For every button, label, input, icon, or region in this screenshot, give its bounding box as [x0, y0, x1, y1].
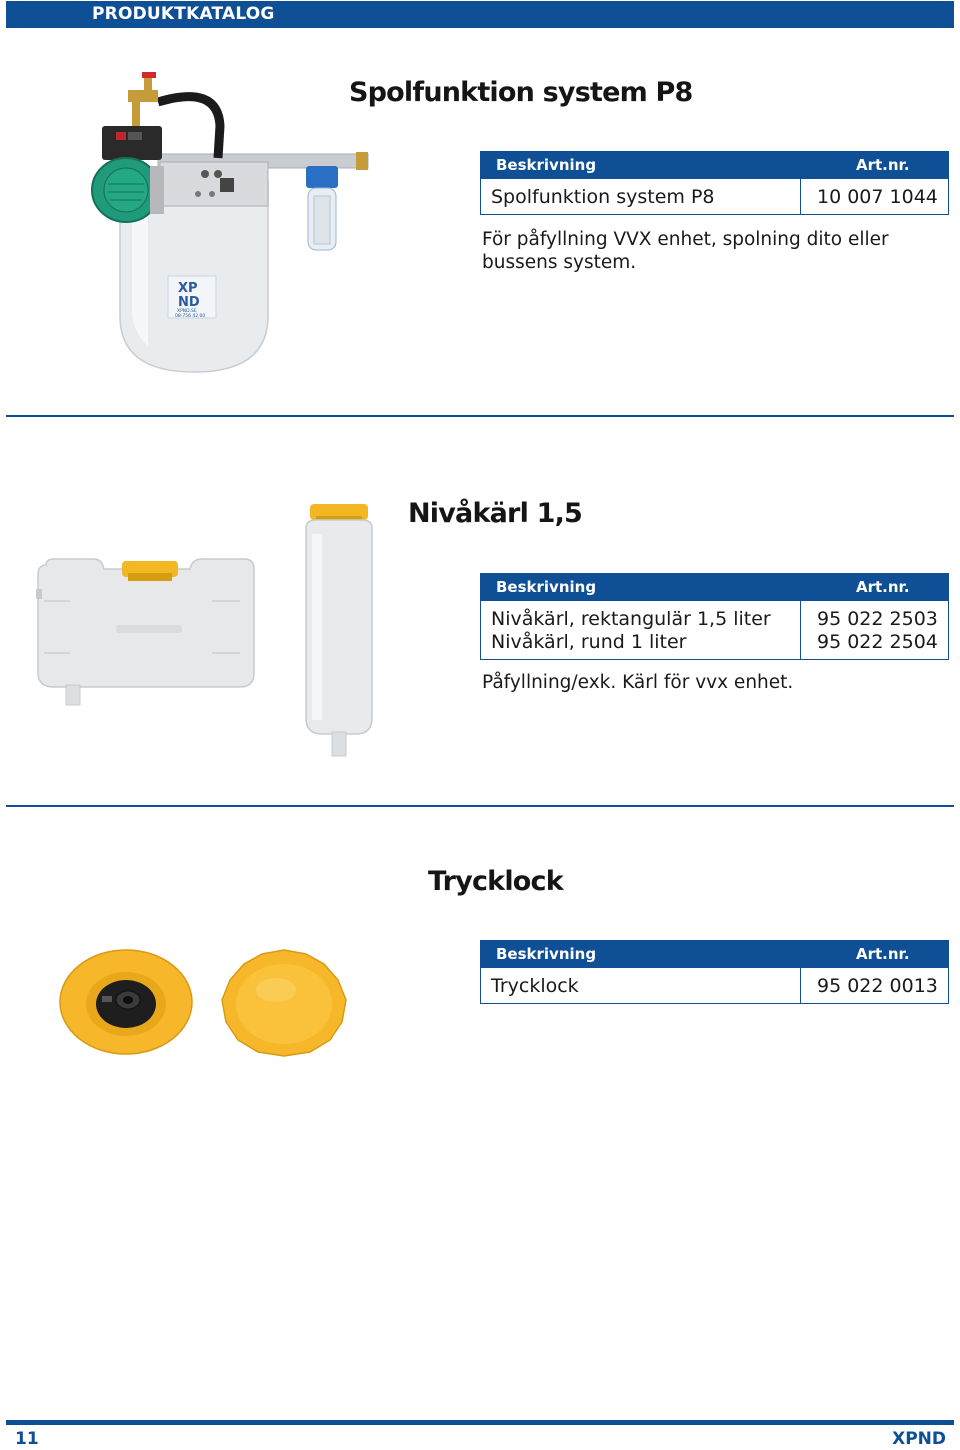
row-artnr: 95 022 2504 — [817, 631, 938, 653]
table-body — [480, 179, 949, 215]
section-divider — [6, 415, 954, 417]
table-row — [481, 631, 948, 654]
note-line: För påfyllning VVX enhet, spolning dito eller — [482, 229, 889, 250]
round-tank-image — [300, 498, 380, 760]
row-description: Trycklock — [491, 975, 579, 997]
table-header — [480, 573, 949, 601]
table-header — [480, 940, 949, 968]
row-artnr: 95 022 0013 — [817, 975, 938, 997]
table-row — [481, 186, 948, 209]
trycklock-table — [480, 940, 949, 1004]
row-description: Nivåkärl, rund 1 liter — [491, 631, 687, 653]
note-line: bussens system. — [482, 252, 637, 273]
header-bar — [6, 1, 954, 28]
column-header-artnr: Art.nr. — [856, 578, 910, 596]
section-divider — [6, 805, 954, 807]
spolfunktion-product-image — [88, 66, 378, 378]
table-header — [480, 151, 949, 179]
section-title-trycklock: Trycklock — [428, 866, 563, 897]
rectangular-tank-image — [30, 555, 262, 711]
table-body — [480, 968, 949, 1004]
pressure-caps-image — [56, 946, 356, 1060]
footer-rule — [6, 1420, 954, 1425]
note-line: Påfyllning/exk. Kärl för vvx enhet. — [482, 672, 794, 693]
table-row — [481, 975, 948, 998]
page-number: 11 — [15, 1429, 39, 1449]
column-header-description: Beskrivning — [496, 945, 597, 963]
nivakarl-table — [480, 573, 949, 660]
column-header-artnr: Art.nr. — [856, 156, 910, 174]
sticker-text-web: XPND.SE — [177, 309, 197, 314]
column-header-description: Beskrivning — [496, 578, 597, 596]
spolfunktion-note — [482, 228, 889, 274]
column-header-description: Beskrivning — [496, 156, 597, 174]
column-header-artnr: Art.nr. — [856, 945, 910, 963]
row-artnr: 95 022 2503 — [817, 608, 938, 630]
footer-brand: XPND — [892, 1429, 946, 1449]
section-title-nivakarl: Nivåkärl 1,5 — [408, 498, 583, 529]
sticker-text-xp: XP — [178, 281, 198, 296]
row-description: Nivåkärl, rektangulär 1,5 liter — [491, 608, 771, 630]
spolfunktion-table — [480, 151, 949, 215]
row-artnr: 10 007 1044 — [817, 186, 938, 208]
table-row — [481, 608, 948, 631]
nivakarl-note — [482, 671, 793, 694]
sticker-text-phone: 08-756 42 00 — [175, 314, 206, 319]
section-title-spolfunktion: Spolfunktion system P8 — [349, 77, 693, 108]
catalog-label: PRODUKTKATALOG — [92, 4, 275, 24]
table-body — [480, 601, 949, 660]
sticker-text-nd: ND — [178, 295, 200, 310]
row-description: Spolfunktion system P8 — [491, 186, 715, 208]
